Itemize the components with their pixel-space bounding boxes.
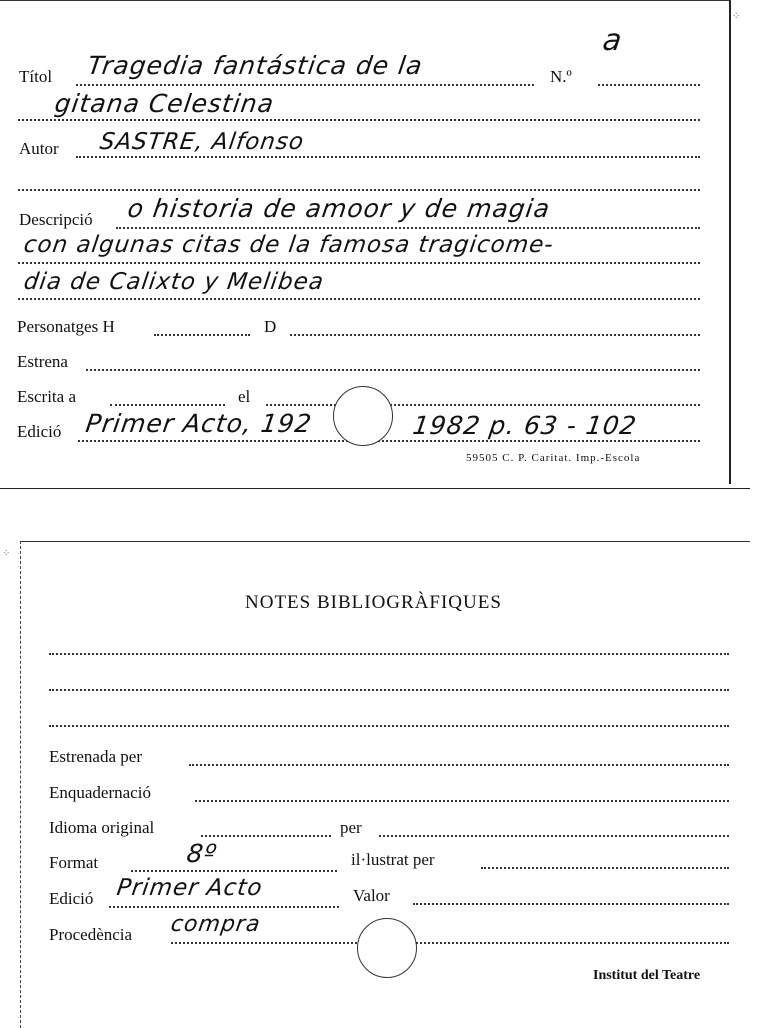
punch-hole [333, 386, 393, 446]
procedencia-label: Procedència [49, 925, 133, 944]
descripcio-label: Descripció [19, 210, 93, 229]
descripcio-line-3 [18, 298, 700, 300]
illustrat-label: il·lustrat per [351, 850, 435, 869]
idioma-label: Idioma original [49, 818, 155, 837]
printer-credit: 59505 C. P. Caritat. Imp.-Escola [466, 452, 641, 464]
descripcio-value-3: dia de Calixto y Melibea [22, 269, 326, 295]
edicio-line [78, 440, 700, 442]
edge-speck-left: ⁘ [2, 548, 11, 559]
notes-line-2 [49, 689, 729, 691]
valor-label: Valor [353, 886, 390, 905]
format-value: 8º [184, 839, 219, 868]
per-label: per [340, 818, 362, 837]
personatges-h-line [154, 334, 250, 336]
numero-label: N.º [550, 67, 572, 86]
enquadernacio-line [195, 800, 729, 802]
edicio-back-line [109, 906, 339, 908]
autor-line [76, 156, 700, 158]
autor-label: Autor [19, 139, 59, 158]
catalog-card-back [20, 541, 750, 1028]
idioma-line [201, 835, 331, 837]
notes-heading: NOTES BIBLIOGRÀFIQUES [245, 592, 502, 613]
personatges-label: Personatges H [17, 317, 115, 336]
edge-speck: ⁘ [732, 11, 741, 22]
procedencia-value: compra [169, 912, 263, 937]
catalog-card-front [0, 0, 741, 484]
descripcio-value-2: con algunas citas de la famosa tragicome- [22, 232, 556, 258]
escrita-line [110, 404, 225, 406]
blank-line [18, 189, 700, 191]
el-line [266, 404, 700, 406]
card-separator [0, 488, 750, 489]
descripcio-line-2 [18, 262, 700, 264]
titol-label: Títol [19, 67, 53, 86]
numero-line [598, 84, 700, 86]
estrenada-line [189, 764, 729, 766]
titol-value-line1: Tragedia fantástica de la [85, 51, 425, 80]
edicio-year-pages: 1982 p. 63 - 102 [410, 411, 639, 440]
procedencia-line [171, 942, 361, 944]
institution-name: Institut del Teatre [593, 968, 701, 983]
escrita-label: Escrita a [17, 387, 76, 406]
notes-line-1 [49, 653, 729, 655]
notes-line-3 [49, 725, 729, 727]
procedencia-line-2 [413, 942, 729, 944]
personatges-d-line [290, 334, 700, 336]
personatges-d-label: D [264, 317, 277, 336]
estrena-line [86, 369, 700, 371]
number-mark: a [600, 23, 625, 58]
format-line [131, 870, 337, 872]
punch-hole-back [357, 918, 417, 978]
edicio-back-label: Edició [49, 889, 94, 908]
edicio-value: Primer Acto, 192 [83, 409, 314, 438]
edicio-back-value: Primer Acto [115, 875, 265, 901]
estrenada-label: Estrenada per [49, 747, 142, 766]
titol-line [76, 84, 534, 86]
per-line [379, 835, 729, 837]
illustrat-line [481, 867, 729, 869]
valor-line [413, 903, 729, 905]
titol-value-line2: gitana Celestina [52, 89, 277, 118]
titol-line-2 [18, 119, 700, 121]
enquadernacio-label: Enquadernació [49, 783, 151, 802]
autor-value: SASTRE, Alfonso [98, 129, 306, 155]
estrena-label: Estrena [17, 352, 68, 371]
edicio-label: Edició [17, 422, 62, 441]
descripcio-value-1: o historia de amoor y de magia [125, 194, 553, 223]
el-label: el [238, 387, 251, 406]
descripcio-line-1 [116, 227, 700, 229]
format-label: Format [49, 853, 99, 872]
